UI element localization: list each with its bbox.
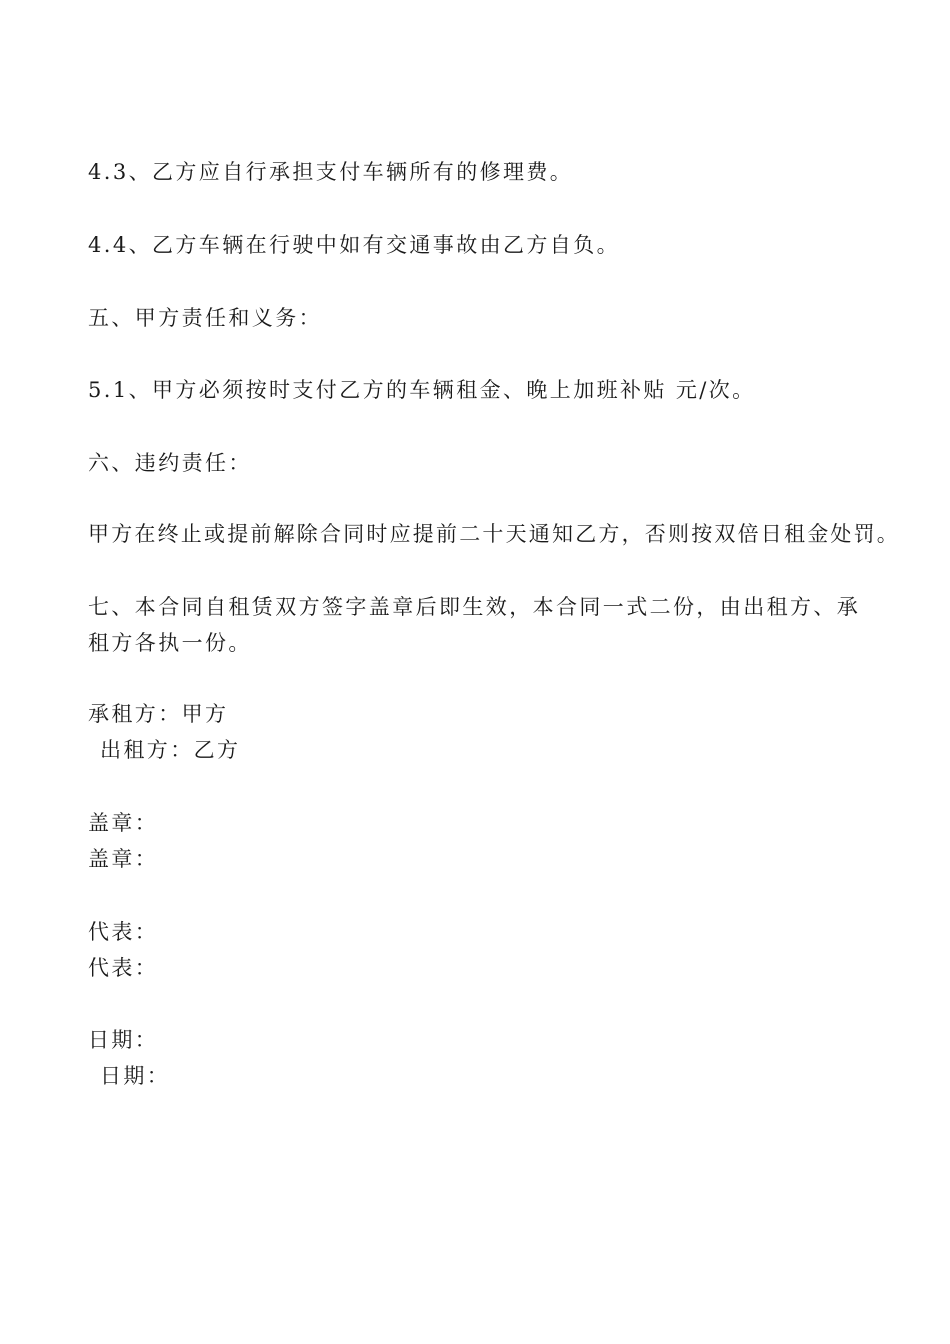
representative-line-2: 代表： <box>88 956 159 980</box>
clause-5-1: 5.1、甲方必须按时支付乙方的车辆租金、晚上加班补贴 元/次。 <box>88 378 756 402</box>
section-5-heading: 五、甲方责任和义务： <box>88 306 322 330</box>
section-6-heading: 六、违约责任： <box>88 451 252 475</box>
date-line-2: 日期： <box>100 1064 171 1088</box>
section-7-text: 七、本合同自租赁双方签字盖章后即生效，本合同一式二份，由出租方、承租方各执一份。 <box>88 595 861 655</box>
clause-6-text: 甲方在终止或提前解除合同时应提前二十天通知乙方，否则按双倍日租金处罚。 <box>88 522 900 546</box>
date-line-1: 日期： <box>88 1028 159 1052</box>
lessor-signature: 出租方：乙方 <box>100 738 241 762</box>
clause-4-3: 4.3、乙方应自行承担支付车辆所有的修理费。 <box>88 160 574 184</box>
representative-line-1: 代表： <box>88 920 159 944</box>
lessee-signature: 承租方：甲方 <box>88 702 229 726</box>
seal-line-2: 盖章： <box>88 847 159 871</box>
seal-line-1: 盖章： <box>88 811 159 835</box>
clause-4-4: 4.4、乙方车辆在行驶中如有交通事故由乙方自负。 <box>88 233 620 257</box>
